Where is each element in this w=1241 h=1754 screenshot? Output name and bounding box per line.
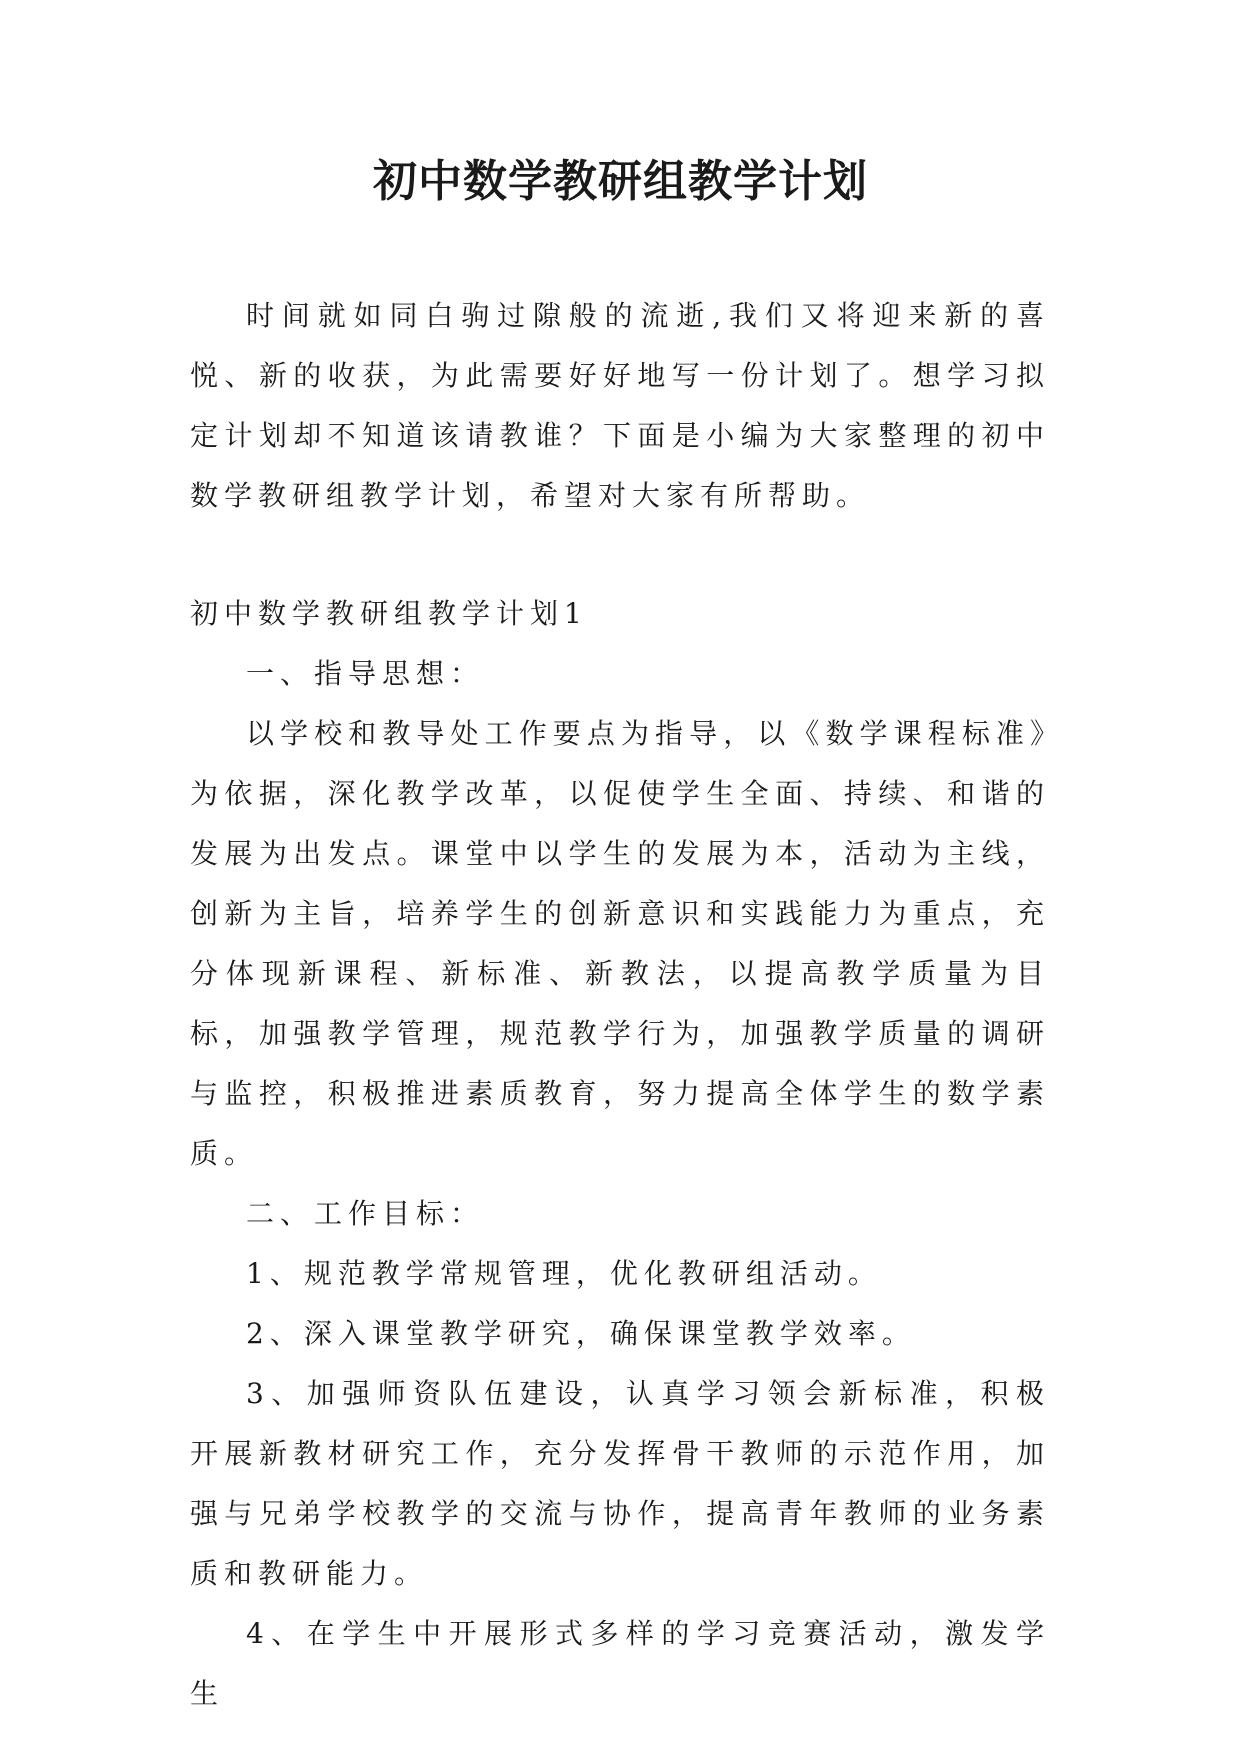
goal-item-2: 2、深入课堂教学研究，确保课堂教学效率。 — [246, 1317, 916, 1350]
section-heading: 初中数学教研组教学计划1 — [190, 597, 588, 630]
intro-paragraph: 时间就如同白驹过隙般的流逝,我们又将迎来新的喜悦、新的收获，为此需要好好地写一份计划了。想学习拟定计划却不知道该请教谁？下面是小编为大家整理的初中数学教研组教学计划，希望对大家有所帮助。 — [190, 299, 1050, 512]
goal-item-1: 1、规范教学常规管理，优化教研组活动。 — [246, 1257, 882, 1290]
goal-item-4: 4、在学生中开展形式多样的学习竞赛活动，激发学生 — [190, 1617, 1050, 1710]
document-title: 初中数学教研组教学计划 — [373, 156, 868, 207]
guiding-heading: 一、指导思想： — [246, 657, 485, 690]
paragraph-spacer — [190, 526, 1050, 584]
document-body — [190, 286, 1050, 1724]
goals-heading: 二、工作目标： — [246, 1197, 485, 1230]
goal-item-3: 3、加强师资队伍建设，认真学习领会新标准，积极开展新教材研究工作，充分发挥骨干教师的示范作用，加强与兄弟学校教学的交流与协作，提高青年教师的业务素质和教研能力。 — [190, 1377, 1050, 1590]
guiding-paragraph: 以学校和教导处工作要点为指导，以《数学课程标准》为依据，深化教学改革，以促使学生全面、持续、和谐的发展为出发点。课堂中以学生的发展为本，活动为主线，创新为主旨，培养学生的创新意识和实践能力为重点，充分体现新课程、新标准、新教法，以提高教学质量为目标，加强教学管理，规范教学行为，加强教学质量的调研与监控，积极推进素质教育，努力提高全体学生的数学素质。 — [190, 717, 1050, 1170]
